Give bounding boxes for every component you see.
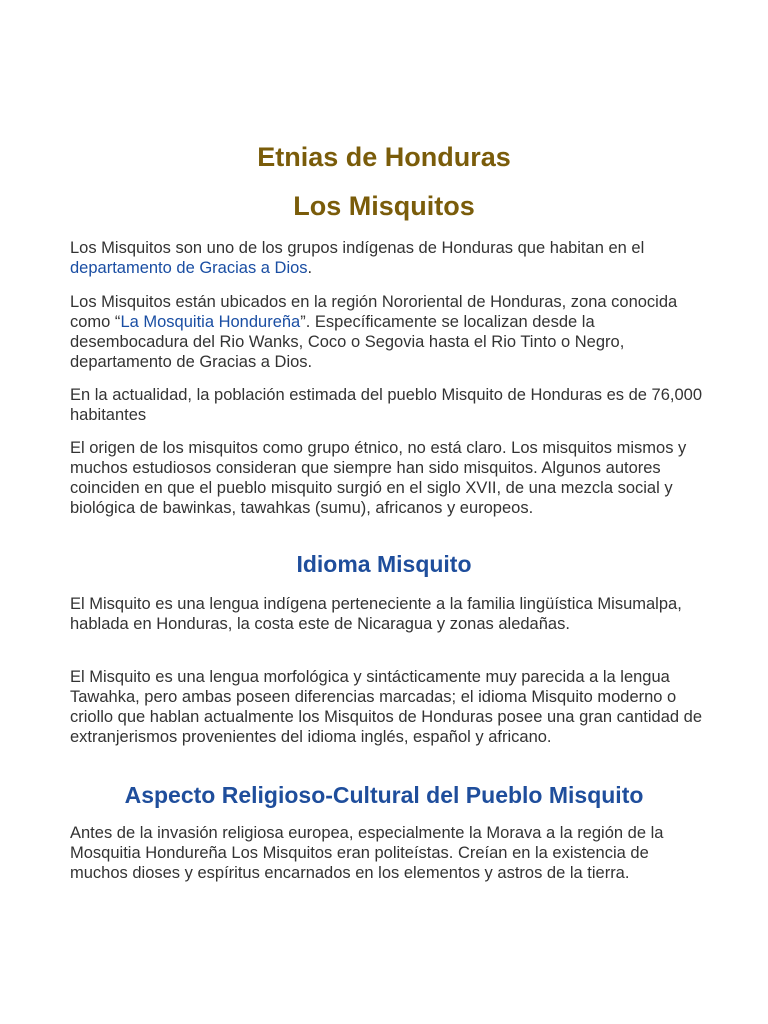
paragraph-2 (70, 292, 710, 372)
link-gracias-a-dios[interactable]: departamento de Gracias a Dios (70, 259, 308, 277)
link-mosquitia[interactable]: La Mosquitia Hondureña (120, 313, 301, 331)
paragraph-1-text: Los Misquitos son uno de los grupos indígenas de Honduras que habitan en el (70, 239, 645, 257)
paragraph-2-end: ”. Específicamente se localizan desde la desembocadura del Rio Wanks, Coco o Segovia hasta el Rio Tinto o Negro, departamento de Gracias a Dios. (70, 313, 625, 371)
heading-religion: Aspecto Religioso-Cultural del Pueblo Misquito (124, 782, 644, 808)
heading-idioma: Idioma Misquito (296, 551, 472, 577)
paragraph-2-text: Los Misquitos están ubicados en la región Nororiental de Honduras, zona conocida como “ (70, 293, 678, 331)
paragraph-7: Antes de la invasión religiosa europea, especialmente la Morava a la región de la Mosquitia Hondureña Los Misquitos eran politeístas. Creían en la existencia de muchos dioses y espíritus encarnados en los elementos y astros de la tierra. (70, 824, 664, 882)
paragraph-6: El Misquito es una lengua morfológica y sintácticamente muy parecida a la lengua Tawahka, pero ambas poseen diferencias marcadas; el idioma Misquito moderno o criollo que hablan actualmente los Misquitos de Honduras posee una gran cantidad de extranjerismos provenientes del idioma inglés, español y africano. (70, 668, 702, 746)
page-title: Etnias de Honduras (257, 142, 511, 172)
paragraph-1-end: . (307, 259, 313, 277)
paragraph-1 (70, 238, 710, 278)
paragraph-5: El Misquito es una lengua indígena perteneciente a la familia lingüística Misumalpa, hablada en Honduras, la costa este de Nicaragua y zonas aledañas. (70, 595, 682, 633)
page-subtitle: Los Misquitos (293, 191, 475, 221)
paragraph-3: En la actualidad, la población estimada del pueblo Misquito de Honduras es de 76,000 habitantes (70, 386, 703, 424)
paragraph-4: El origen de los misquitos como grupo étnico, no está claro. Los misquitos mismos y muchos estudiosos consideran que siempre han sido misquitos. Algunos autores coinciden en que el pueblo misquito surgió en el siglo XVII, de una mezcla social y biológica de bawinkas, tawahkas (sumu), africanos y europeos. (70, 439, 687, 517)
